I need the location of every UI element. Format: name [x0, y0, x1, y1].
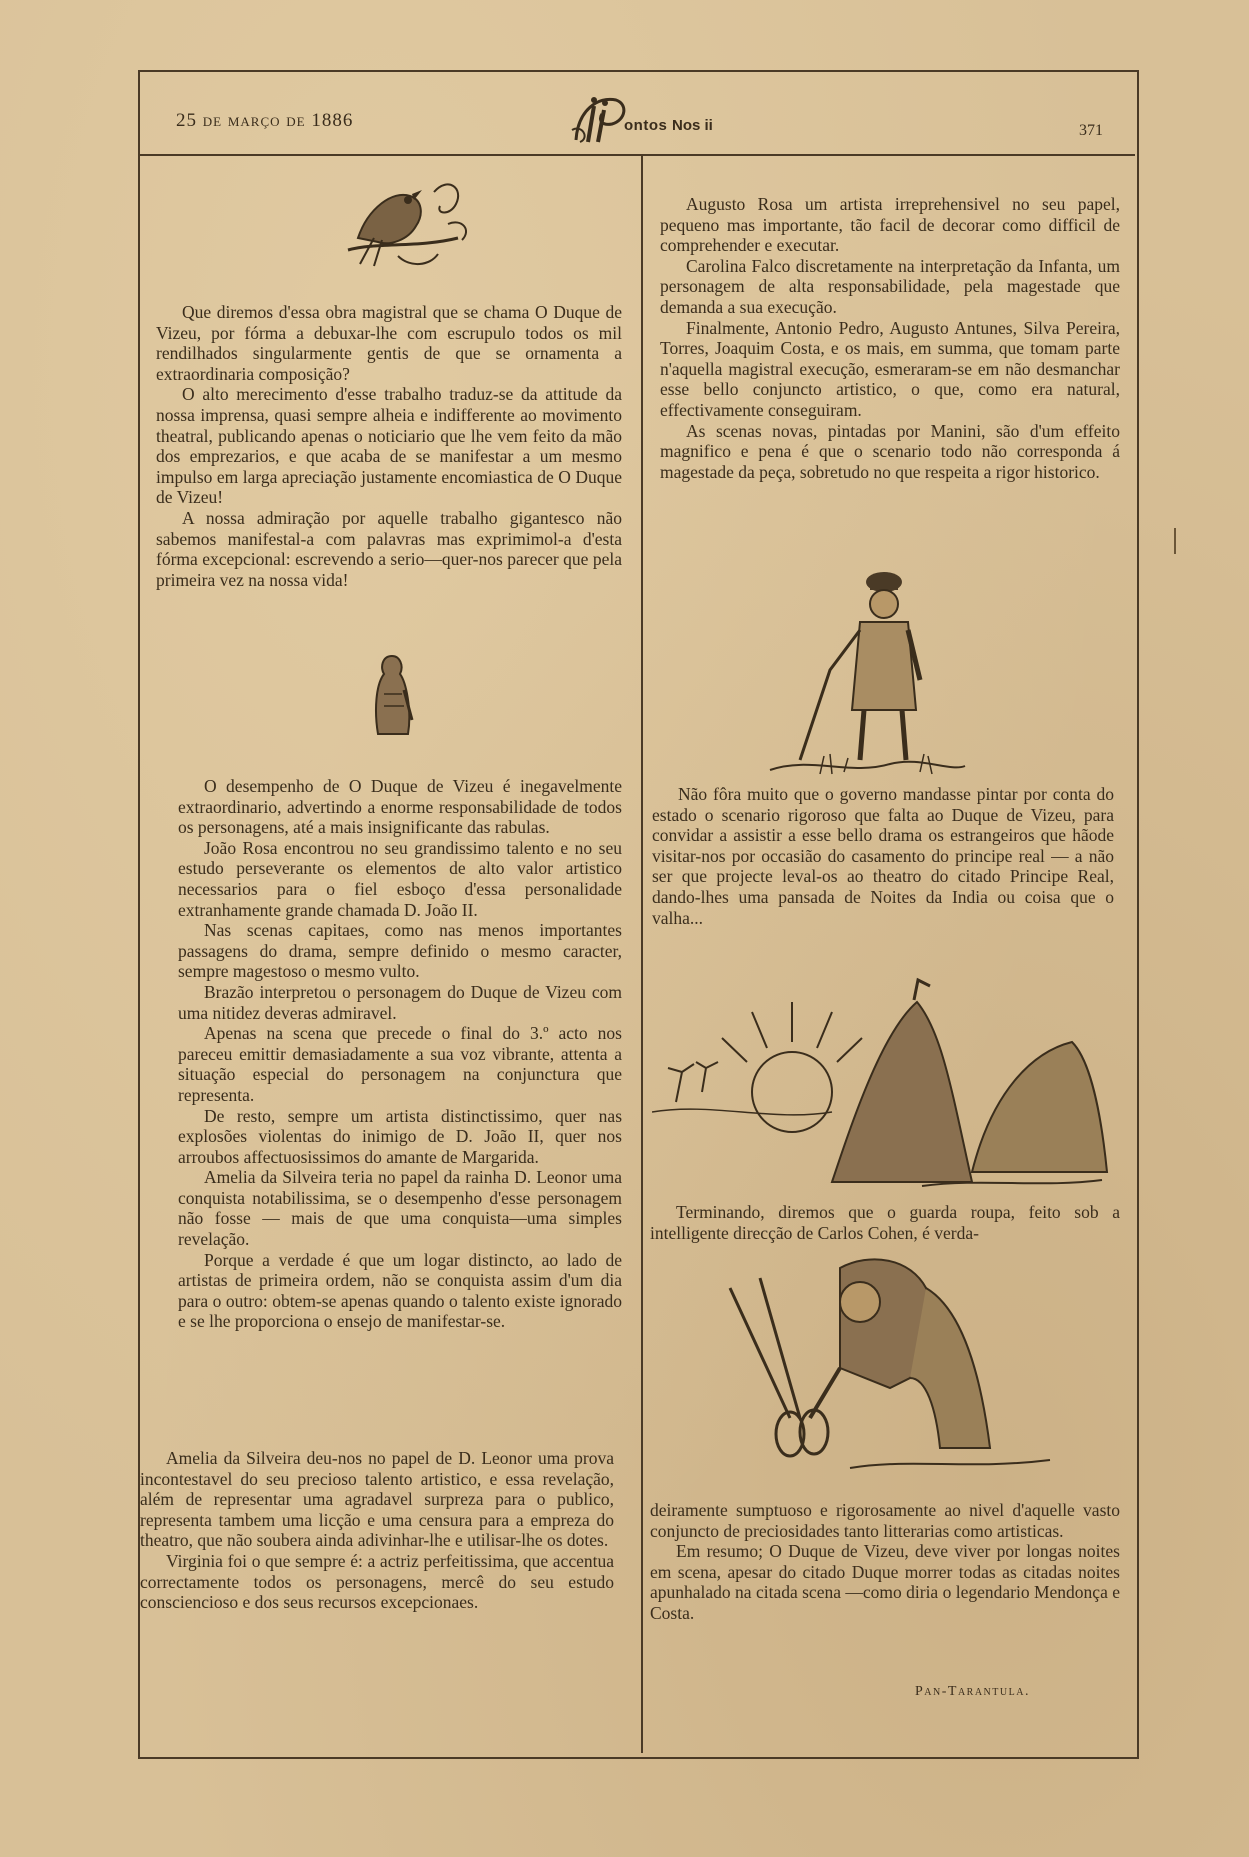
svg-text:Nos ii: Nos ii [672, 117, 713, 134]
paragraph: Brazão interpretou o personagem do Duque de Vizeu com uma nitidez deveras admiravel. [178, 981, 622, 1023]
bird-on-branch-illustration [338, 168, 478, 278]
paragraph: Nas scenas capitaes, como nas menos importantes passagens do drama, sempre definido o mesmo caracter, sempre magestoso o mesmo vulto. [178, 920, 622, 982]
paragraph: Amelia da Silveira teria no papel da rainha D. Leonor uma conquista notabilissima, se o desempenho d'esse personagem não fosse — mais de que uma conquista—uma simples revelação. [178, 1167, 622, 1250]
paragraph: Carolina Falco discretamente na interpretação da Infanta, um personagem de alta responsabilidade, pela magestade que demanda a sua execução. [660, 255, 1120, 317]
right-column-block-3 [650, 1202, 1120, 1243]
sunset-landscape-illustration [652, 972, 1122, 1194]
paragraph: Que diremos d'essa obra magistral que se chama O Duque de Vizeu, por fórma a debuxar-lhe com escrupulo todos os mil rendilhados singularmente gentis de que se ornamenta a extraordinaria composição? [156, 302, 622, 384]
paragraph: Virginia foi o que sempre é: a actriz perfeitissima, que accentua correctamente todos os personagens, mercê do seu estudo consciencioso e dos seus recursos excepcionaes. [140, 1550, 614, 1613]
left-column-block-3 [140, 1448, 614, 1613]
masthead-logo [568, 90, 718, 148]
paragraph: As scenas novas, pintadas por Manini, são d'um effeito magnifico e pena é que o scenario todo não corresponda á magestade da peça, sobretudo no que respeita a rigor historico. [660, 420, 1120, 482]
paragraph: De resto, sempre um artista distinctissimo, quer nas explosões violentas do inimigo de D. João II, quer nos arroubos affectuosissimos do amante de Margarida. [178, 1105, 622, 1167]
margin-mark [1174, 528, 1176, 554]
left-column-block-1 [156, 302, 622, 590]
paragraph: O desempenho de O Duque de Vizeu é inegavelmente extraordinario, advertindo a enorme responsabilidade de todos os personagens, até a mais insignificante das rabulas. [178, 776, 622, 838]
paragraph: Augusto Rosa um artista irreprehensivel no seu papel, pequeno mas importante, tão facil de decorar como difficil de comprehender e executar. [660, 194, 1120, 256]
paragraph: João Rosa encontrou no seu grandissimo talento e no seu estudo perseverante os elementos de alto valor artistico necessarios para o fiel esboço d'essa personalidade extranhamente grande chamada D. João II. [178, 837, 622, 920]
man-with-scissors-illustration [690, 1248, 1070, 1478]
right-column-block-1 [660, 194, 1120, 482]
right-column-block-2 [652, 784, 1114, 928]
hooded-figure-illustration [362, 650, 422, 740]
paragraph: Terminando, diremos que o guarda roupa, feito sob a intelligente direcção de Carlos Cohen, é verda- [650, 1202, 1120, 1243]
paragraph: O alto merecimento d'esse trabalho traduz-se da attitude da nossa imprensa, quasi sempre alheia e indifferente ao movimento theatral, publicando apenas o noticiario que lhe vem feito da mão dos emprezarios, e que acaba de se manifestar a um mesmo impulso em larga apreciação justamente encomiastica de O Duque de Vizeu! [156, 384, 622, 508]
paragraph: deiramente sumptuoso e rigorosamente ao nivel d'aquelle vasto conjuncto de preciosidades tanto litterarias como artisticas. [650, 1500, 1120, 1541]
paragraph: Não fôra muito que o governo mandasse pintar por conta do estado o scenario rigoroso que falta ao Duque de Vizeu, para convidar a assistir a esse bello drama os estrangeiros que hãode visitar-nos por occasião do casamento do principe real — a não ser que projecte leval-os ao theatro do citado Principe Real, dando-lhes uma pansada de Noites da India ou coisa que o valha... [652, 784, 1114, 928]
paragraph: Finalmente, Antonio Pedro, Augusto Antunes, Silva Pereira, Torres, Joaquim Costa, e os mais, em summa, que tomam parte n'aquella magistral execução, esmeraram-se em não desmanchar esse bello conjuncto artistico, o que, como era natural, effectivamente conseguiram. [660, 317, 1120, 420]
man-with-cane-illustration [760, 560, 970, 780]
paragraph: A nossa admiração por aquelle trabalho gigantesco não sabemos manifestal-a com palavras mas exprimimol-a d'esta fórma excepcional: escrevendo a serio—quer-nos parecer que pela primeira vez na nossa vida! [156, 507, 622, 590]
paragraph: Apenas na scena que precede o final do 3.º acto nos pareceu emittir demasiadamente a sua voz vibrante, attenta a situação especial do personagem na conjunctura que representa. [178, 1023, 622, 1105]
paragraph: Amelia da Silveira deu-nos no papel de D. Leonor uma prova incontestavel do seu precioso talento artistico, e essa revelação, além de representar uma agradavel surpreza para o publico, representa tambem uma licção e uma censura para a empreza do theatro, que não soubera ainda adivinhar-lhe e utilisar-lhe os dotes. [140, 1448, 614, 1551]
svg-text:ontos: ontos [624, 117, 668, 134]
issue-date: 25 de março de 1886 [176, 110, 354, 131]
page-number: 371 [1079, 122, 1103, 139]
column-divider [641, 156, 643, 1753]
page-header [138, 80, 1135, 156]
paragraph: Porque a verdade é que um logar distincto, ao lado de artistas de primeira ordem, não se conquista assim d'um dia para o outro: obtem-se apenas quando o talento existe ignorado e se lhe proporciona o ensejo de manifestar-se. [178, 1249, 622, 1332]
right-column-block-4 [650, 1500, 1120, 1624]
left-column-block-2 [178, 776, 622, 1332]
paragraph: Em resumo; O Duque de Vizeu, deve viver por longas noites em scena, apesar do citado Duque morrer todas as citadas noites apunhalado na citada scena —como diria o legendario Mendonça e Costa. [650, 1541, 1120, 1623]
author-signature: Pan-Tarantula. [915, 1684, 1030, 1699]
